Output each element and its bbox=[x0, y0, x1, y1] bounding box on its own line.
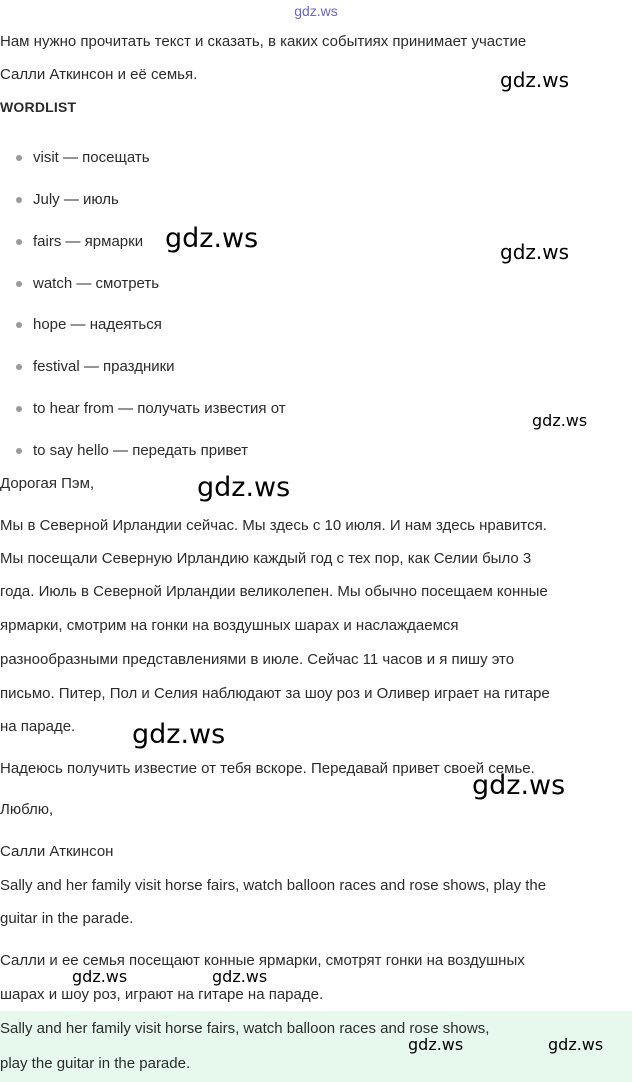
letter-line: письмо. Питер, Пол и Селия наблюдают за шоу роз и Оливер играет на гитаре bbox=[0, 685, 550, 702]
letter-greeting: Дорогая Пэм, bbox=[0, 475, 95, 492]
watermark-logo: gdz.ws bbox=[500, 68, 570, 92]
intro-line-1: Нам нужно прочитать текст и сказать, в каких событиях принимает участие bbox=[0, 33, 527, 50]
wordlist-item: to hear from — получать известия от bbox=[33, 400, 286, 417]
watermark-logo: gdz.ws bbox=[408, 1035, 464, 1054]
watermark-logo: gdz.ws bbox=[132, 719, 226, 750]
letter-closing-line: Надеюсь получить известие от тебя вскоре. Передавай привет своей семье. bbox=[0, 760, 535, 777]
wordlist-item: visit — посещать bbox=[33, 149, 150, 166]
letter-line: разнообразными представлениями в июле. Сейчас 11 часов и я пишу это bbox=[0, 651, 515, 668]
bullet-icon bbox=[16, 448, 22, 454]
watermark-logo: gdz.ws bbox=[197, 472, 291, 503]
bullet-icon bbox=[16, 239, 22, 245]
watermark-logo: gdz.ws bbox=[532, 411, 588, 430]
answer-en-line-1: Sally and her family visit horse fairs, watch balloon races and rose shows, play the bbox=[0, 877, 547, 894]
intro-line-2: Салли Аткинсон и её семья. bbox=[0, 66, 198, 83]
watermark-logo: gdz.ws bbox=[472, 770, 566, 801]
wordlist-item: July — июль bbox=[33, 191, 119, 208]
letter-signature: Салли Аткинсон bbox=[0, 843, 114, 860]
answer-ru-line-1: Салли и ее семья посещают конные ярмарки, смотрят гонки на воздушных bbox=[0, 952, 525, 969]
watermark-logo: gdz.ws bbox=[212, 967, 268, 986]
site-link[interactable]: gdz.ws bbox=[294, 3, 338, 19]
letter-sign-off: Люблю, bbox=[0, 801, 54, 818]
watermark-logo: gdz.ws bbox=[72, 967, 128, 986]
watermark-logo: gdz.ws bbox=[165, 223, 259, 254]
wordlist-heading: WORDLIST bbox=[0, 99, 77, 115]
wordlist-item: watch — смотреть bbox=[33, 275, 160, 292]
answer-en-line-2: guitar in the parade. bbox=[0, 910, 134, 927]
final-answer-line-1: Sally and her family visit horse fairs, watch balloon races and rose shows, bbox=[0, 1020, 490, 1037]
bullet-icon bbox=[16, 197, 22, 203]
letter-line: на параде. bbox=[0, 718, 76, 735]
letter-line: ярмарки, смотрим на гонки на воздушных шарах и наслаждаемся bbox=[0, 617, 459, 634]
bullet-icon bbox=[16, 364, 22, 370]
wordlist-item: festival — праздники bbox=[33, 358, 175, 375]
wordlist-item: to say hello — передать привет bbox=[33, 442, 249, 459]
bullet-icon bbox=[16, 281, 22, 287]
bullet-icon bbox=[16, 322, 22, 328]
letter-line: года. Июль в Северной Ирландии великолепен. Мы обычно посещаем конные bbox=[0, 583, 548, 600]
wordlist-item: hope — надеяться bbox=[33, 316, 162, 333]
wordlist-item: fairs — ярмарки bbox=[33, 233, 144, 250]
bullet-icon bbox=[16, 155, 22, 161]
bullet-icon bbox=[16, 406, 22, 412]
answer-ru-line-2: шарах и шоу роз, играют на гитаре на параде. bbox=[0, 986, 324, 1003]
letter-line: Мы в Северной Ирландии сейчас. Мы здесь с 10 июля. И нам здесь нравится. bbox=[0, 517, 547, 534]
watermark-logo: gdz.ws bbox=[500, 240, 570, 264]
final-answer-line-2: play the guitar in the parade. bbox=[0, 1055, 191, 1072]
letter-line: Мы посещали Северную Ирландию каждый год с тех пор, как Селии было 3 bbox=[0, 550, 532, 567]
watermark-logo: gdz.ws bbox=[548, 1035, 604, 1054]
